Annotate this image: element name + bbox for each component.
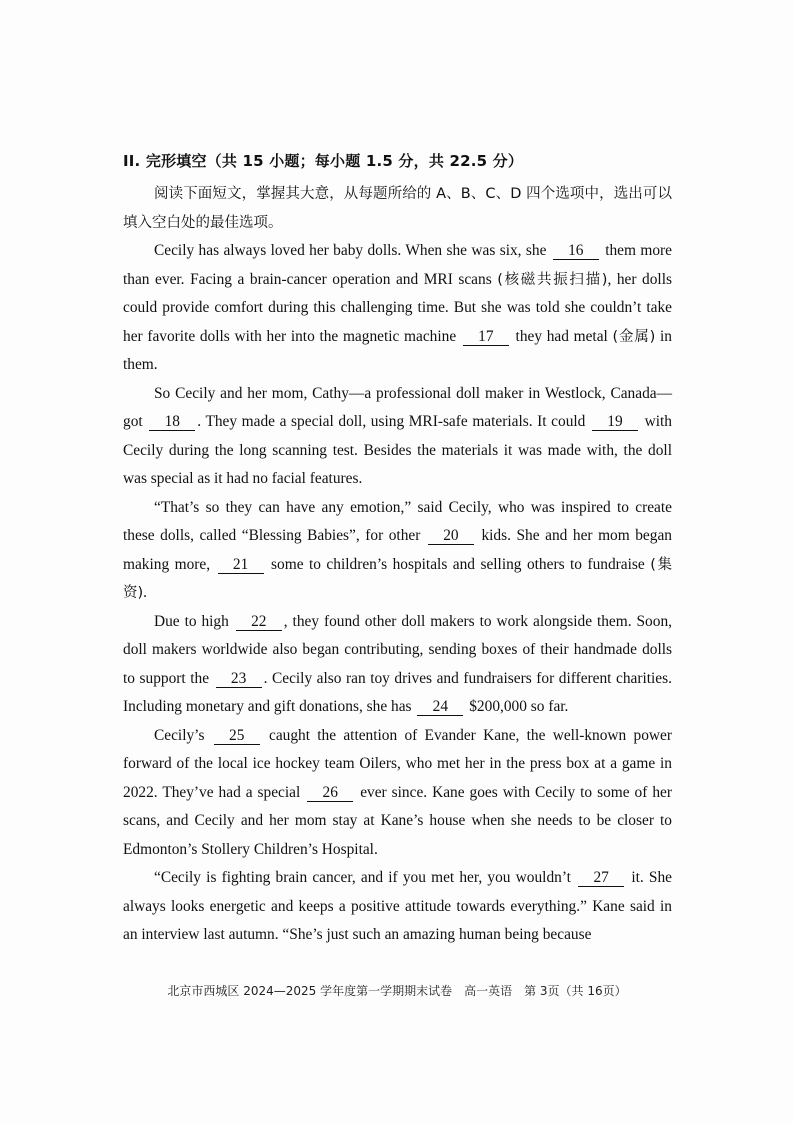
blank-17: 17	[463, 328, 509, 346]
paragraph-text: , they found other doll makers to work alongside them. Soon, doll makers worldwide also began contributing, sending boxes of their handmade dolls to support the	[123, 612, 672, 687]
paragraph-3	[123, 494, 672, 608]
blank-27: 27	[578, 869, 624, 887]
paragraph-text: they had metal	[515, 327, 608, 345]
blank-19: 19	[592, 413, 638, 431]
blank-22: 22	[236, 613, 282, 631]
paragraph-4	[123, 608, 672, 722]
blank-20: 20	[428, 527, 474, 545]
paragraph-text: caught the attention of Evander Kane, the well-known power forward of the local ice hockey team Oilers, who met her in the press box at a game in 2022. They’ve had a special	[123, 726, 672, 801]
page-footer: 北京市西城区 2024—2025 学年度第一学期期末试卷 高一英语 第 3页（共 16页）	[167, 984, 627, 998]
chinese-gloss: (核磁共振扫描)	[497, 271, 608, 288]
blank-26: 26	[307, 784, 353, 802]
instructions	[123, 180, 672, 237]
blank-21: 21	[218, 556, 264, 574]
instructions-text: 阅读下面短文，掌握其大意，从每题所给的 A、B、C、D 四个选项中，选出可以填入空白处的最佳选项。	[123, 186, 672, 231]
blank-24: 24	[417, 698, 463, 716]
paragraph-text: Cecily has always loved her baby dolls. When she was six, she	[154, 242, 547, 259]
blank-18: 18	[149, 413, 195, 431]
paragraph-text: “Cecily is fighting brain cancer, and if you met her, you wouldn’t	[154, 869, 571, 886]
paragraph-text: ever since. Kane goes with Cecily to some of her scans, and Cecily and her mom stay at Kane’s house when she needs to be closer to Edmonton’s Stollery Children’s Hospital.	[123, 783, 672, 858]
paragraph-6	[123, 864, 672, 950]
paragraph-text: So Cecily and her mom, Cathy—a professional doll maker in Westlock, Canada—got	[123, 384, 672, 430]
chinese-gloss: (金属)	[612, 328, 656, 345]
paragraph-text: with Cecily during the long scanning test. Besides the materials it was made with, the doll was special as it had no facial features.	[123, 413, 672, 487]
paragraph-text: Cecily’s	[154, 726, 205, 744]
paragraph-text: “That’s so they can have any emotion,” said Cecily, who was inspired to create these dolls, called “Blessing Babies”, for other	[123, 498, 672, 544]
paragraph-2	[123, 380, 672, 494]
blank-16: 16	[553, 242, 599, 260]
paragraph-text: it. She always looks energetic and keeps a positive attitude towards everything.” Kane said in an interview last autumn. “She’s just such an amazing human being because	[123, 869, 672, 943]
blank-23: 23	[216, 670, 262, 688]
blank-25: 25	[214, 727, 260, 745]
paragraph-text: . Cecily also ran toy drives and fundraisers for different charities. Including monetary and gift donations, she has	[123, 669, 672, 715]
paragraph-text: $200,000 so far.	[469, 698, 569, 715]
section-heading: II. 完形填空（共 15 小题；每小题 1.5 分，共 22.5 分）	[123, 152, 524, 170]
chinese-gloss: (集资)	[123, 556, 672, 601]
paragraph-5	[123, 722, 672, 865]
paragraph-text: , her dolls could provide comfort during this challenging time. But she was told she couldn’t take her favorite dolls with her into the magnetic machine	[123, 270, 672, 345]
paragraph-text: Due to high	[154, 612, 229, 630]
paragraph-text: them more than ever. Facing a brain-cancer operation and MRI scans	[123, 242, 672, 288]
paragraph-text: .	[143, 584, 148, 601]
paragraph-text: . They made a special doll, using MRI-safe materials. It could	[197, 413, 586, 430]
passage-body	[123, 180, 672, 950]
paragraph-1	[123, 237, 672, 380]
paragraph-text: in them.	[123, 327, 672, 373]
paragraph-text: some to children’s hospitals and selling others to fundraise	[271, 555, 645, 573]
paragraph-text: kids. She and her mom began making more,	[123, 527, 672, 573]
